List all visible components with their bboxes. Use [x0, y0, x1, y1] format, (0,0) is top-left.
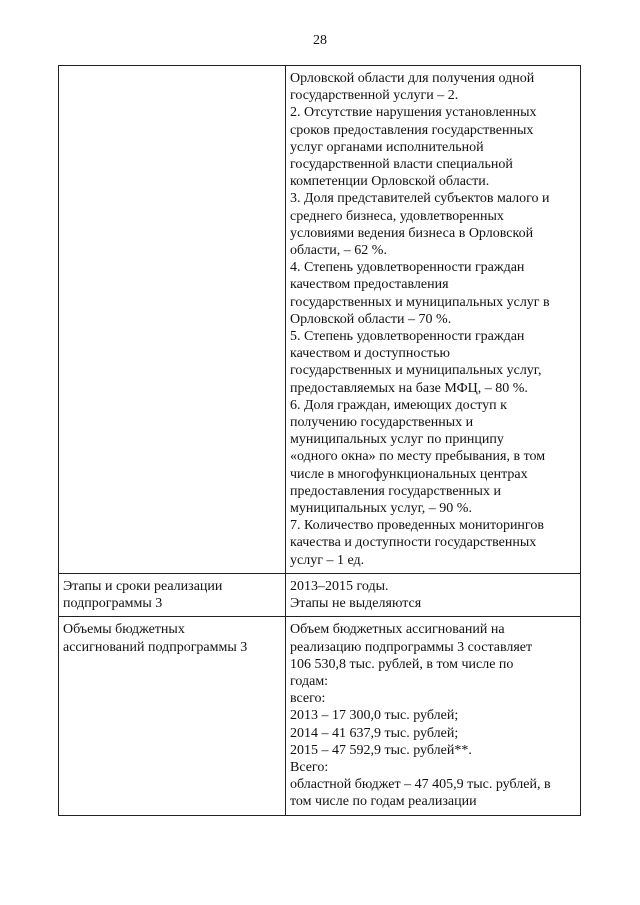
cell-line: 2015 – 47 592,9 тыс. рублей**.	[290, 742, 472, 758]
cell-line: государственных и муниципальных услуг,	[290, 363, 542, 379]
row-3-label-cell	[59, 617, 286, 815]
row-3-value-cell	[286, 617, 581, 815]
cell-line: «одного окна» по месту пребывания, в том	[290, 449, 546, 465]
cell-line: муниципальных услуг, – 90 %.	[290, 501, 472, 517]
cell-line: том числе по годам реализации	[290, 794, 477, 810]
cell-line: условиями ведения бизнеса в Орловской	[290, 225, 534, 241]
cell-line: реализацию подпрограммы 3 составляет	[290, 639, 533, 655]
cell-line: Объем бюджетных ассигнований на	[290, 622, 505, 638]
table-row-budget	[59, 617, 581, 815]
cell-line: годам:	[290, 673, 329, 689]
cell-line: предоставляемых на базе МФЦ, – 80 %.	[290, 380, 528, 396]
row-2-value-cell	[286, 573, 581, 616]
cell-line: 2013–2015 годы.	[290, 578, 389, 594]
cell-line: предоставления государственных и	[290, 483, 501, 499]
table-row-stages	[59, 573, 581, 616]
cell-line: услуг – 1 ед.	[290, 552, 365, 568]
passport-table	[58, 65, 581, 816]
row-1-value-cell	[286, 66, 581, 574]
cell-line: качества и доступности государственных	[290, 535, 537, 551]
cell-line: числе в многофункциональных центрах	[290, 466, 528, 482]
cell-line: 2. Отсутствие нарушения установленных	[290, 105, 537, 121]
cell-line: Этапы не выделяются	[290, 596, 422, 612]
cell-line: среднего бизнеса, удовлетворенных	[290, 208, 504, 224]
cell-line: 2014 – 41 637,9 тыс. рублей;	[290, 725, 459, 741]
cell-line: 3. Доля представителей субъектов малого и	[290, 191, 550, 207]
cell-line: Этапы и сроки реализации	[63, 578, 223, 594]
row-1-label-cell	[59, 66, 286, 574]
cell-line: 106 530,8 тыс. рублей, в том числе по	[290, 656, 514, 672]
page-number: 28	[313, 33, 327, 48]
cell-line: 2013 – 17 300,0 тыс. рублей;	[290, 708, 459, 724]
cell-line: подпрограммы 3	[63, 596, 163, 612]
cell-line: компетенции Орловской области.	[290, 174, 490, 190]
cell-line: 7. Количество проведенных мониторингов	[290, 518, 544, 534]
cell-line: получению государственных и	[290, 415, 474, 431]
cell-line: Орловской области для получения одной	[290, 71, 535, 86]
cell-line: качеством и доступностью	[290, 346, 450, 362]
cell-line: всего:	[290, 691, 326, 707]
cell-line: качеством предоставления	[290, 277, 449, 293]
cell-line: 6. Доля граждан, имеющих доступ к	[290, 397, 507, 413]
cell-line: Всего:	[290, 759, 329, 775]
cell-line: 4. Степень удовлетворенности граждан	[290, 260, 525, 276]
cell-line: муниципальных услуг по принципу	[290, 432, 504, 448]
cell-line: государственной власти специальной	[290, 157, 513, 173]
row-2-label-cell	[59, 573, 286, 616]
cell-line: государственных и муниципальных услуг в	[290, 294, 550, 310]
cell-line: 5. Степень удовлетворенности граждан	[290, 329, 525, 345]
cell-line: государственной услуги – 2.	[290, 88, 459, 104]
cell-line: области, – 62 %.	[290, 243, 387, 259]
cell-line: ассигнований подпрограммы 3	[63, 639, 248, 655]
cell-line: Объемы бюджетных	[63, 622, 185, 638]
cell-line: услуг органами исполнительной	[290, 139, 484, 155]
cell-line: областной бюджет – 47 405,9 тыс. рублей, в	[290, 777, 551, 793]
table-row-indicators	[59, 66, 581, 574]
cell-line: Орловской области – 70 %.	[290, 311, 452, 327]
cell-line: сроков предоставления государственных	[290, 122, 534, 138]
